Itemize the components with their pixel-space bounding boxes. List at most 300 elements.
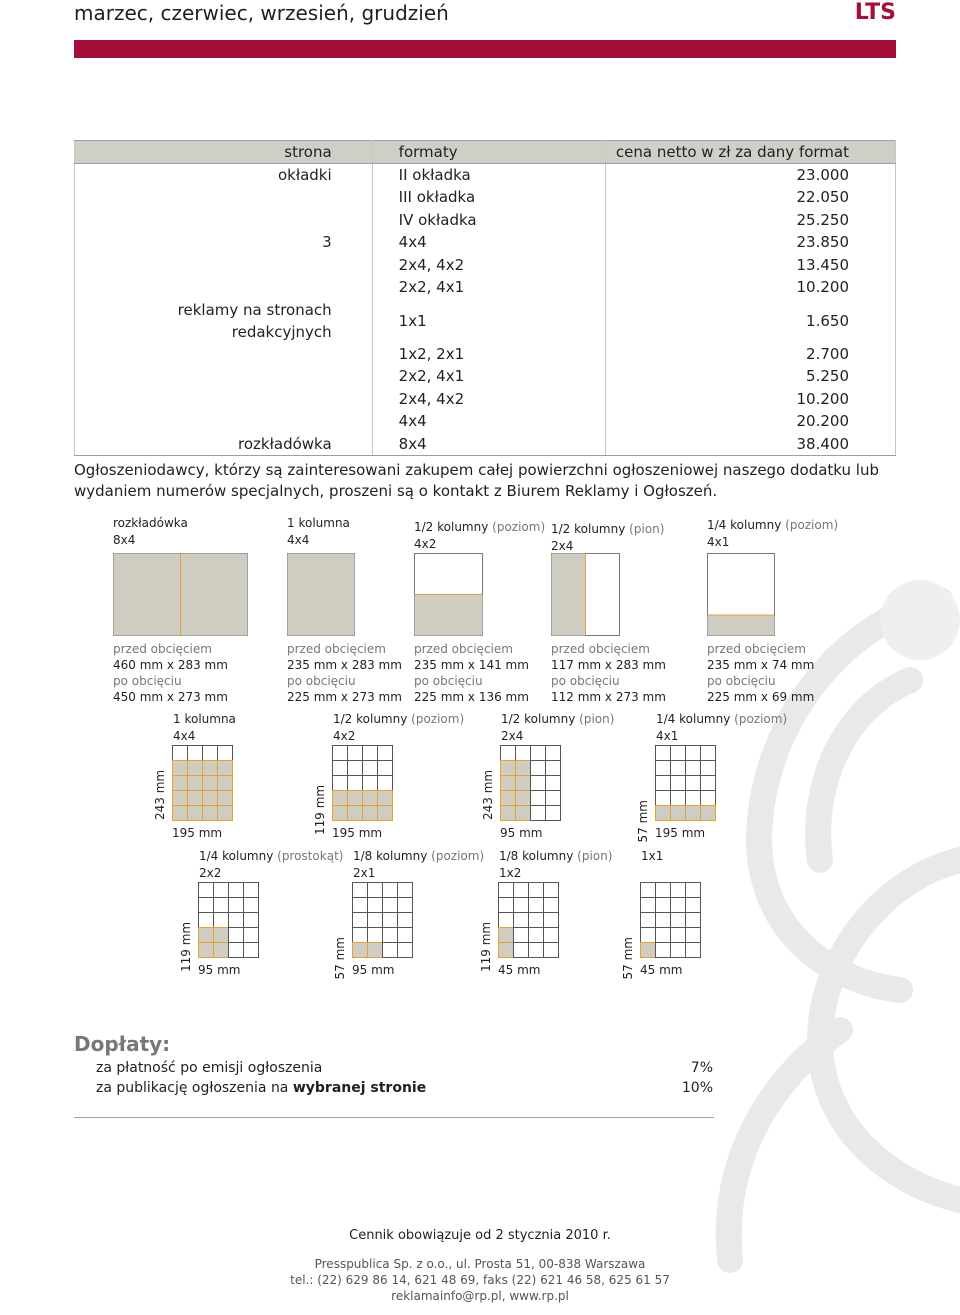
grid-cell <box>499 913 514 928</box>
format-code: 2x1 <box>353 866 376 880</box>
table-cell: 2x4, 4x2 <box>372 254 606 277</box>
format-grid <box>618 882 702 997</box>
ad-width: 195 mm <box>655 826 706 840</box>
format-dimensions <box>287 641 402 705</box>
before-trim-label: przed obcięciem <box>287 642 386 656</box>
format-code: 4x1 <box>656 729 679 743</box>
grid-cell <box>514 913 529 928</box>
ad-cell <box>203 791 218 806</box>
grid-cell <box>398 898 413 913</box>
ad-cell <box>173 761 188 776</box>
ad-cell <box>188 761 203 776</box>
format-detail: (poziom) <box>431 849 485 863</box>
table-row <box>75 186 896 209</box>
grid-cell <box>686 943 701 958</box>
surcharges-title: Dopłaty: <box>74 1032 171 1056</box>
table-cell: 2x2, 4x1 <box>372 365 606 388</box>
grid-cell <box>229 928 244 943</box>
format-name-line <box>113 515 188 532</box>
format-grid <box>176 882 260 997</box>
format-name-line <box>707 517 838 534</box>
ad-cell <box>173 806 188 821</box>
grid-cell <box>671 761 686 776</box>
grid-cell <box>656 928 671 943</box>
company-phones: tel.: (22) 629 86 14, 621 48 69, faks (22) 621 46 58, 625 61 57 <box>290 1273 670 1287</box>
grid-cell <box>214 913 229 928</box>
grid-cell <box>203 746 218 761</box>
grid-cell <box>378 776 393 791</box>
format-detail: (poziom) <box>734 712 788 726</box>
table-row <box>75 164 896 187</box>
after-trim-label: po obcięciu <box>414 674 483 688</box>
grid-cell <box>353 883 368 898</box>
ad-width: 195 mm <box>172 826 223 840</box>
format-label <box>414 519 545 553</box>
grid-cell <box>546 791 561 806</box>
table-row <box>75 276 896 299</box>
grid-cell <box>531 791 546 806</box>
before-trim-size: 460 mm x 283 mm <box>113 658 228 672</box>
ad-cell <box>378 791 393 806</box>
ad-height: 243 mm <box>153 769 167 820</box>
format-name-line <box>499 848 612 865</box>
grid-cell <box>199 913 214 928</box>
table-row <box>75 254 896 277</box>
format-dimensions <box>707 641 814 705</box>
ad-cell <box>501 761 516 776</box>
ad-cell <box>499 943 514 958</box>
grid-cell <box>656 898 671 913</box>
grid-cell <box>686 913 701 928</box>
grid-cell <box>671 928 686 943</box>
format-name: 1/8 kolumny <box>353 849 428 863</box>
before-trim-size: 235 mm x 283 mm <box>287 658 402 672</box>
grid-cell <box>398 883 413 898</box>
ad-area <box>288 554 355 636</box>
after-trim-size: 225 mm x 69 mm <box>707 690 815 704</box>
format-name: 1/2 kolumny <box>501 712 576 726</box>
format-name-line <box>287 515 350 532</box>
ad-cell <box>501 791 516 806</box>
ad-cell <box>203 761 218 776</box>
grid-cell <box>686 761 701 776</box>
format-code: 4x1 <box>707 535 730 549</box>
ad-cell <box>333 806 348 821</box>
ad-cell <box>348 791 363 806</box>
price-table <box>74 140 896 456</box>
grid-cell <box>333 746 348 761</box>
grid-cell <box>218 746 233 761</box>
format-code: 8x4 <box>113 533 136 547</box>
table-row <box>75 343 896 366</box>
format-label <box>173 711 236 745</box>
ad-width: 195 mm <box>332 826 383 840</box>
grid-cell <box>229 913 244 928</box>
ad-cell <box>199 928 214 943</box>
table-cell: 10.200 <box>606 388 896 411</box>
format-detail: (poziom) <box>785 518 839 532</box>
table-cell: II okładka <box>372 164 606 187</box>
grid-cell <box>188 746 203 761</box>
format-thumbnail <box>551 553 621 637</box>
ad-height: 243 mm <box>481 769 495 820</box>
format-label <box>501 711 614 745</box>
table-cell: 1.650 <box>606 299 896 343</box>
grid-cell <box>378 761 393 776</box>
grid-cell <box>173 746 188 761</box>
grid-cell <box>686 791 701 806</box>
ad-cell <box>686 806 701 821</box>
format-name: 1 kolumna <box>287 516 350 530</box>
grid-cell <box>383 913 398 928</box>
table-cell: 20.200 <box>606 410 896 433</box>
table-cell: 23.000 <box>606 164 896 187</box>
ad-cell <box>641 943 656 958</box>
grid-cell <box>671 776 686 791</box>
surcharge-value: 7% <box>690 1060 713 1076</box>
grid-cell <box>656 883 671 898</box>
table-cell <box>75 209 373 232</box>
table-cell <box>75 186 373 209</box>
ad-cell <box>188 806 203 821</box>
table-cell: 25.250 <box>606 209 896 232</box>
after-trim-size: 225 mm x 136 mm <box>414 690 529 704</box>
grid-cell <box>499 898 514 913</box>
grid-cell <box>641 928 656 943</box>
grid-cell <box>546 776 561 791</box>
grid-cell <box>686 898 701 913</box>
ad-cell <box>516 776 531 791</box>
table-cell: 10.200 <box>606 276 896 299</box>
grid-cell <box>383 943 398 958</box>
grid-cell <box>229 883 244 898</box>
grid-cell <box>656 761 671 776</box>
grid-cell <box>383 928 398 943</box>
ad-cell <box>501 806 516 821</box>
ad-cell <box>188 776 203 791</box>
grid-cell <box>353 928 368 943</box>
format-code: 1x2 <box>499 866 522 880</box>
format-label <box>707 517 838 551</box>
grid-cell <box>531 776 546 791</box>
grid-cell <box>656 746 671 761</box>
ad-cell <box>203 806 218 821</box>
table-row <box>75 365 896 388</box>
ad-cell <box>214 928 229 943</box>
ad-cell <box>671 806 686 821</box>
ad-cell <box>218 776 233 791</box>
before-trim-size: 235 mm x 141 mm <box>414 658 529 672</box>
grid-cell <box>348 776 363 791</box>
grid-cell <box>333 761 348 776</box>
grid-cell <box>398 913 413 928</box>
format-name: 1 kolumna <box>173 712 236 726</box>
format-label <box>656 711 787 745</box>
format-name-line <box>501 711 614 728</box>
contact-note: Ogłoszeniodawcy, którzy są zainteresowani zakupem całej powierzchni ogłoszeniowej naszego dodatku lub wydaniem numerów specjalnych, proszeni są o kontakt z Biurem Reklamy i Ogłoszeń. <box>74 461 879 500</box>
grid-cell <box>368 913 383 928</box>
grid-cell <box>244 883 259 898</box>
format-grid <box>478 745 562 860</box>
ad-height: 119 mm <box>179 921 193 972</box>
grid-cell <box>199 883 214 898</box>
format-label <box>353 848 484 882</box>
table-cell: 1x1 <box>372 299 606 343</box>
format-name: 1/4 kolumny <box>707 518 782 532</box>
grid-cell <box>199 898 214 913</box>
format-label <box>499 848 612 882</box>
ad-width: 95 mm <box>500 826 543 840</box>
before-trim-size: 117 mm x 283 mm <box>551 658 666 672</box>
ad-cell <box>218 761 233 776</box>
grid-cell <box>686 746 701 761</box>
table-row <box>75 231 896 254</box>
grid-cell <box>501 746 516 761</box>
grid-cell <box>348 746 363 761</box>
table-cell: 2x2, 4x1 <box>372 276 606 299</box>
table-cell <box>75 254 373 277</box>
table-header-cell: strona <box>75 141 373 164</box>
format-label <box>333 711 464 745</box>
table-cell: 2x4, 4x2 <box>372 388 606 411</box>
ad-cell <box>353 943 368 958</box>
after-trim-size: 112 mm x 273 mm <box>551 690 666 704</box>
table-cell <box>75 343 373 366</box>
format-name: 1/4 kolumny <box>656 712 731 726</box>
after-trim-size: 450 mm x 273 mm <box>113 690 228 704</box>
ad-cell <box>348 806 363 821</box>
grid-cell <box>656 776 671 791</box>
format-name: 1/8 kolumny <box>499 849 574 863</box>
format-thumbnail <box>113 553 249 637</box>
table-row <box>75 209 896 232</box>
format-label <box>199 848 343 882</box>
format-name-line <box>414 519 545 536</box>
after-trim-label: po obcięciu <box>287 674 356 688</box>
ad-cell <box>218 791 233 806</box>
grid-cell <box>514 898 529 913</box>
grid-cell <box>229 943 244 958</box>
table-cell: reklamy na stronach redakcyjnych <box>75 299 373 343</box>
format-name: 1/2 kolumny <box>414 520 489 534</box>
format-thumbnail <box>707 553 776 637</box>
grid-cell <box>529 928 544 943</box>
format-code: 4x4 <box>287 533 310 547</box>
grid-cell <box>641 883 656 898</box>
ad-cell <box>516 761 531 776</box>
table-cell: IV okładka <box>372 209 606 232</box>
grid-cell <box>514 943 529 958</box>
format-code: 4x2 <box>333 729 356 743</box>
before-trim-size: 235 mm x 74 mm <box>707 658 815 672</box>
grid-cell <box>363 746 378 761</box>
ad-cell <box>333 791 348 806</box>
header-bar <box>74 40 896 58</box>
format-code: 2x4 <box>551 539 574 553</box>
grid-cell <box>353 898 368 913</box>
validity-note: Cennik obowiązuje od 2 stycznia 2010 r. <box>349 1228 611 1243</box>
ad-width: 95 mm <box>198 963 241 977</box>
grid-cell <box>671 943 686 958</box>
grid-cell <box>686 776 701 791</box>
ad-area <box>415 595 483 636</box>
format-name: 1/2 kolumny <box>333 712 408 726</box>
grid-cell <box>671 898 686 913</box>
table-row <box>75 410 896 433</box>
format-dimensions <box>113 641 228 705</box>
table-cell: 1x2, 2x1 <box>372 343 606 366</box>
grid-cell <box>499 883 514 898</box>
format-dimensions <box>551 641 666 705</box>
ad-height: 119 mm <box>313 784 327 835</box>
grid-cell <box>363 776 378 791</box>
grid-cell <box>353 913 368 928</box>
grid-cell <box>531 806 546 821</box>
grid-cell <box>531 761 546 776</box>
grid-cell <box>529 913 544 928</box>
format-grid <box>330 882 414 997</box>
format-detail: (poziom) <box>492 520 546 534</box>
grid-cell <box>229 898 244 913</box>
before-trim-label: przed obcięciem <box>113 642 212 656</box>
surcharge-label: za płatność po emisji ogłoszenia <box>96 1060 323 1076</box>
table-cell: 2.700 <box>606 343 896 366</box>
ad-width: 45 mm <box>498 963 541 977</box>
format-detail: (poziom) <box>411 712 465 726</box>
ad-width: 45 mm <box>640 963 683 977</box>
grid-cell <box>368 883 383 898</box>
grid-cell <box>529 898 544 913</box>
table-cell: okładki <box>75 164 373 187</box>
grid-cell <box>544 883 559 898</box>
format-grid <box>150 745 234 860</box>
format-detail: (pion) <box>579 712 615 726</box>
format-name-line <box>173 711 236 728</box>
grid-cell <box>244 898 259 913</box>
grid-cell <box>701 776 716 791</box>
ad-cell <box>363 791 378 806</box>
grid-cell <box>214 883 229 898</box>
grid-cell <box>656 943 671 958</box>
table-cell: 4x4 <box>372 410 606 433</box>
format-name-line <box>656 711 787 728</box>
ad-cell <box>368 943 383 958</box>
ad-width: 95 mm <box>352 963 395 977</box>
ad-cell <box>203 776 218 791</box>
table-cell <box>75 410 373 433</box>
grid-cell <box>516 746 531 761</box>
grid-cell <box>363 761 378 776</box>
grid-cell <box>514 928 529 943</box>
grid-cell <box>383 898 398 913</box>
grid-cell <box>544 943 559 958</box>
grid-cell <box>544 898 559 913</box>
grid-cell <box>368 898 383 913</box>
grid-cell <box>398 928 413 943</box>
after-trim-label: po obcięciu <box>707 674 776 688</box>
table-row <box>75 388 896 411</box>
format-label <box>287 515 350 549</box>
format-name: rozkładówka <box>113 516 188 530</box>
ad-cell <box>199 943 214 958</box>
ad-cell <box>499 928 514 943</box>
grid-cell <box>641 913 656 928</box>
before-trim-label: przed obcięciem <box>551 642 650 656</box>
ad-cell <box>173 791 188 806</box>
ad-cell <box>378 806 393 821</box>
ad-cell <box>516 791 531 806</box>
grid-cell <box>686 928 701 943</box>
ad-cell <box>214 943 229 958</box>
grid-cell <box>514 883 529 898</box>
ad-cell <box>501 776 516 791</box>
format-thumbnail <box>287 553 356 637</box>
format-grid <box>476 882 560 997</box>
table-cell: rozkładówka <box>75 433 373 456</box>
after-trim-size: 225 mm x 273 mm <box>287 690 402 704</box>
grid-cell <box>546 746 561 761</box>
format-code: 4x2 <box>414 537 437 551</box>
grid-cell <box>656 791 671 806</box>
divider <box>74 1117 714 1118</box>
ad-cell <box>188 791 203 806</box>
ad-cell <box>363 806 378 821</box>
surcharge-label: za publikację ogłoszenia na wybranej stronie <box>96 1080 427 1096</box>
table-cell <box>75 276 373 299</box>
format-detail: (pion) <box>629 522 665 536</box>
ad-cell <box>218 806 233 821</box>
table-cell: 4x4 <box>372 231 606 254</box>
table-cell: III okładka <box>372 186 606 209</box>
table-cell: 13.450 <box>606 254 896 277</box>
page-title: marzec, czerwiec, wrzesień, grudzień <box>74 1 449 25</box>
grid-cell <box>398 943 413 958</box>
table-header-cell: cena netto w zł za dany format <box>606 141 896 164</box>
table-cell: 22.050 <box>606 186 896 209</box>
grid-cell <box>244 913 259 928</box>
grid-cell <box>546 806 561 821</box>
format-code: 2x2 <box>199 866 222 880</box>
table-cell <box>75 388 373 411</box>
grid-cell <box>544 913 559 928</box>
grid-cell <box>383 883 398 898</box>
table-cell: 3 <box>75 231 373 254</box>
grid-cell <box>529 883 544 898</box>
grid-cell <box>671 746 686 761</box>
table-cell: 23.850 <box>606 231 896 254</box>
grid-cell <box>546 761 561 776</box>
ad-cell <box>173 776 188 791</box>
grid-cell <box>214 898 229 913</box>
ad-height: 57 mm <box>333 937 347 980</box>
grid-cell <box>529 943 544 958</box>
format-thumbnail <box>414 553 484 637</box>
format-name-line <box>333 711 464 728</box>
format-grid <box>310 745 394 860</box>
format-name: 1/2 kolumny <box>551 522 626 536</box>
after-trim-label: po obcięciu <box>551 674 620 688</box>
ad-cell <box>516 806 531 821</box>
company-address: Presspublica Sp. z o.o., ul. Prosta 51, 00-838 Warszawa <box>314 1257 646 1271</box>
grid-cell <box>686 883 701 898</box>
before-trim-label: przed obcięciem <box>707 642 806 656</box>
format-code: 4x4 <box>173 729 196 743</box>
grid-cell <box>348 761 363 776</box>
grid-cell <box>333 776 348 791</box>
grid-cell <box>701 791 716 806</box>
grid-cell <box>671 913 686 928</box>
ad-area <box>552 554 586 636</box>
